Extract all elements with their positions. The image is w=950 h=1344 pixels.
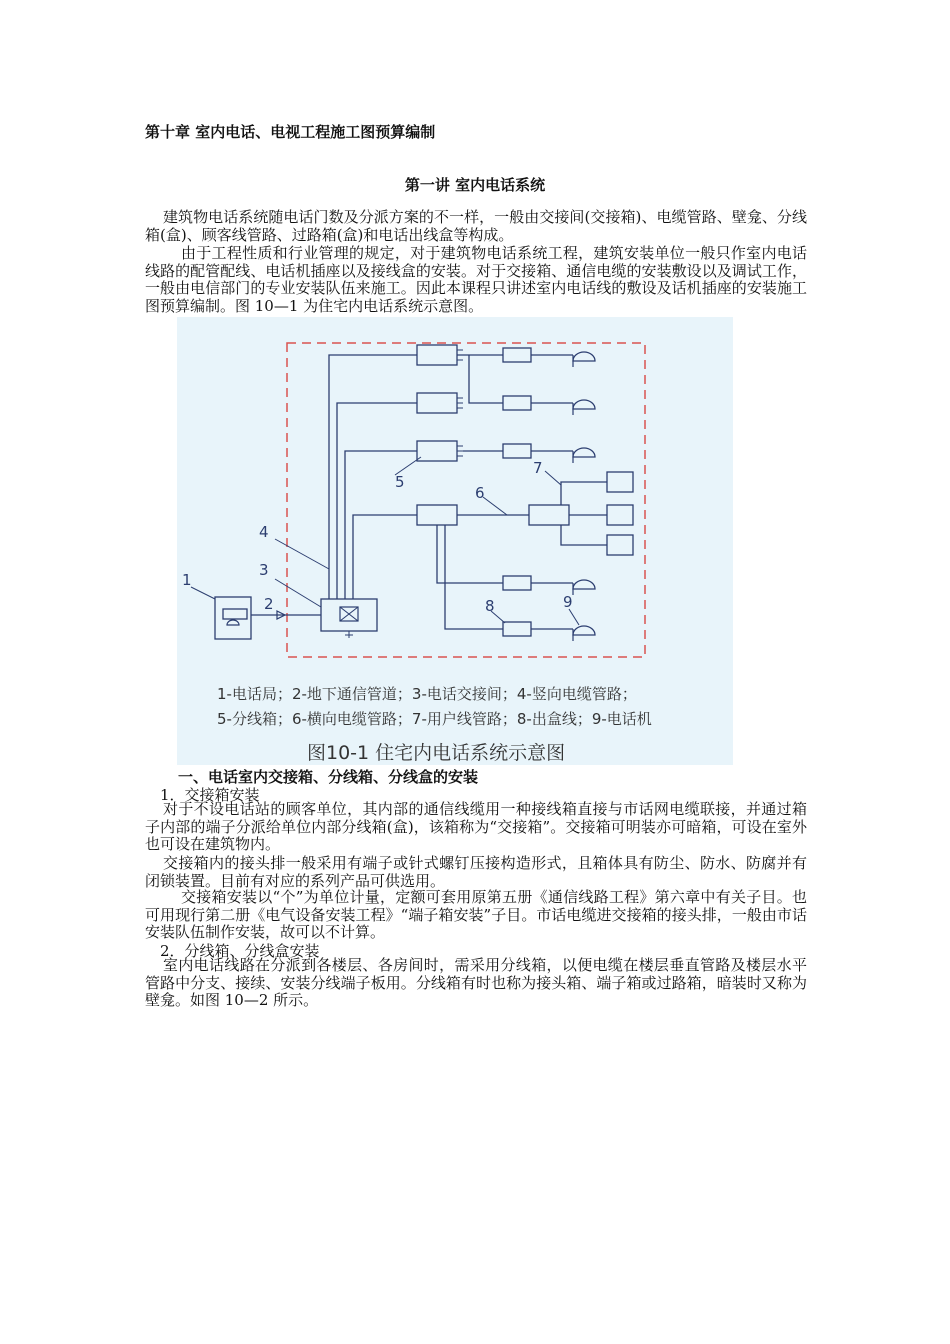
subsection-2-heading: 2．分线箱、分线盒安装 (160, 942, 320, 960)
leader-7 (545, 471, 561, 485)
telephone-2 (573, 400, 595, 409)
outlet-box-5 (503, 622, 531, 636)
user-box-2 (607, 505, 633, 525)
lecture-title: 第一讲 室内电话系统 (404, 176, 546, 194)
leader-1 (191, 587, 215, 599)
leader-3 (275, 579, 321, 607)
legend-line-1: 1-电话局；2-地下通信管道；3-电话交接间；4-竖向电缆管路； (217, 685, 637, 703)
telephone-3 (573, 448, 595, 457)
outlet-box-3 (503, 444, 531, 458)
telephone-1 (573, 352, 595, 361)
section-1-heading: 一、电话室内交接箱、分线箱、分线盒的安装 (178, 768, 479, 786)
leader-4 (275, 539, 329, 569)
subsection-1-paragraph-2: 交接箱内的接头排一般采用有端子或针式螺钉压接构造形式，且箱体具有防尘、防水、防腐并有闭锁装置。目前有对应的系列产品可供选用。 (145, 854, 807, 890)
label-7: 7 (533, 459, 543, 477)
distribution-box-2 (417, 393, 457, 413)
intro-paragraph-1: 建筑物电话系统随电话门数及分派方案的不一样，一般由交接间(交接箱)、电缆管路、壁龛、分线箱(盒)、顾客线管路、过路箱(盒)和电话出线盒等构成。 (145, 208, 807, 244)
subsection-1-heading: 1．交接箱安装 (160, 786, 260, 804)
label-8: 8 (485, 597, 495, 615)
distribution-box-3 (417, 441, 457, 461)
figure-caption: 图10-1 住宅内电话系统示意图 (307, 742, 566, 764)
subsection-1-paragraph-3: 交接箱安装以“个”为单位计量，定额可套用原第五册《通信线路工程》第六章中有关子目。也可用现行第二册《电气设备安装工程》“端子箱安装”子目。市话电缆进交接箱的接头排，一般由市话安装队伍制作安装，故可以不计算。 (145, 888, 807, 942)
label-9: 9 (563, 593, 573, 611)
telephone-system-figure (177, 317, 733, 765)
subsection-1-paragraph-1: 对于不设电话站的顾客单位，其内部的通信线缆用一种接线箱直接与市话网电缆联接，并通过箱子内部的端子分派给单位内部分线箱(盒)，该箱称为“交接箱”。交接箱可明装亦可暗箱，可设在室外也可设在建筑物内。 (145, 800, 807, 854)
user-box-1 (607, 472, 633, 492)
outlet-box-4 (503, 576, 531, 590)
riser-to-box-3 (345, 451, 417, 599)
telephone-4 (573, 580, 595, 589)
exchange-box (321, 599, 377, 631)
telephone-office-box (215, 597, 251, 639)
user-junction-box (529, 505, 569, 525)
leader-6 (483, 497, 507, 515)
telephone-office-symbol (227, 620, 239, 625)
telephone-5 (573, 626, 595, 635)
label-3: 3 (259, 561, 269, 579)
riser-to-box-2 (337, 403, 417, 599)
outlet-box-2 (503, 396, 531, 410)
chapter-title: 第十章 室内电话、电视工程施工图预算编制 (145, 123, 436, 141)
legend-line-2: 5-分线箱；6-横向电缆管路；7-用户线管路；8-出盒线；9-电话机 (217, 710, 652, 728)
label-6: 6 (475, 484, 485, 502)
telephone-office-device (223, 609, 247, 619)
user-box-3 (607, 535, 633, 555)
subsection-2-paragraph-1: 室内电话线路在分派到各楼层、各房间时，需采用分线箱，以便电缆在楼层垂直管路及楼层水平管路中分支、接续、安装分线端子板用。分线箱有时也称为接头箱、端子箱或过路箱，暗装时又称为壁龛。如图 10—2 所示。 (145, 956, 807, 1010)
outlet-box-1 (503, 348, 531, 362)
label-1: 1 (182, 571, 192, 589)
label-2: 2 (264, 595, 274, 613)
building-boundary (287, 343, 645, 657)
distribution-box-1 (417, 345, 457, 365)
leader-9 (569, 609, 579, 625)
label-4: 4 (259, 523, 269, 541)
label-5: 5 (395, 473, 405, 491)
intro-paragraph-2: 由于工程性质和行业管理的规定，对于建筑物电话系统工程，建筑安装单位一般只作室内电话线路的配管配线、电话机插座以及接线盒的安装。对于交接箱、通信电缆的安装敷设以及调试工作，一般由电信部门的专业安装队伍来施工。因此本课程只讲述室内电话线的敷设及话机插座的安装施工图预算编制。图 10—1 为住宅内电话系统示意图。 (145, 244, 807, 315)
riser-to-box-4 (353, 515, 417, 599)
distribution-box-4 (417, 505, 457, 525)
